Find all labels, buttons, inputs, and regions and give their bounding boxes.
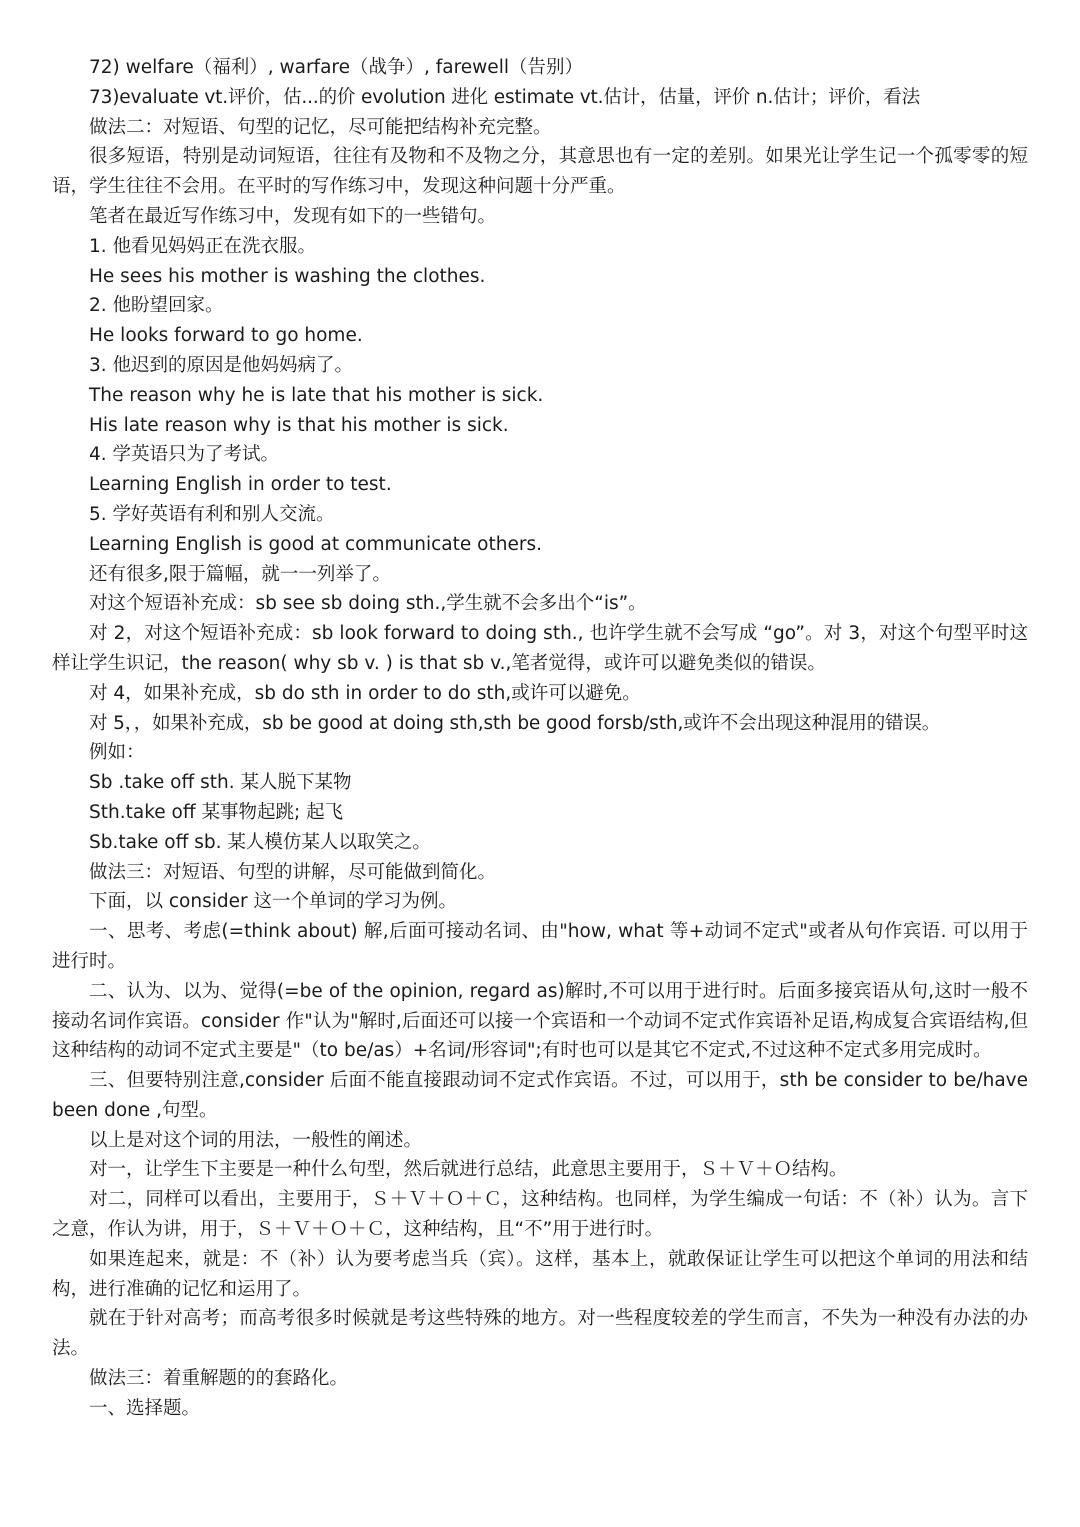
paragraph: 对 4，如果补充成，sb do sth in order to do sth,或许可以避免。 bbox=[89, 682, 641, 704]
example-chinese: 3. 他迟到的原因是他妈妈病了。 bbox=[89, 354, 354, 376]
phrase-example: Sth.take off 某事物起跳; 起飞 bbox=[89, 801, 344, 823]
example-chinese: 2. 他盼望回家。 bbox=[89, 295, 224, 317]
paragraph: 二、认为、以为、觉得(=be of the opinion, regard as)解时,不可以用于进行时。后面多接宾语从句,这时一般不接动名词作宾语。consider 作"认为"解时,后面还可以接一个宾语和一个动词不定式作宾语补足语,构成复合宾语结构,但这种结构的动词不定式主要是"（to be/as）+名词/形容词";有时也可以是其它不定式,不过这种不定式多用完成时。 bbox=[52, 980, 1028, 1062]
phrase-example: Sb .take off sth. 某人脱下某物 bbox=[89, 772, 352, 794]
paragraph: 以上是对这个词的用法，一般性的阐述。 bbox=[89, 1129, 423, 1151]
section-heading: 一、选择题。 bbox=[89, 1397, 201, 1419]
example-chinese: 4. 学英语只为了考试。 bbox=[89, 444, 280, 466]
section-heading: 做法三：对短语、句型的讲解，尽可能做到简化。 bbox=[89, 861, 497, 883]
example-chinese: 5. 学好英语有利和别人交流。 bbox=[89, 503, 335, 525]
example-english: He looks forward to go home. bbox=[89, 325, 363, 347]
example-english: Learning English is good at communicate others. bbox=[89, 533, 542, 555]
phrase-example: Sb.take off sb. 某人模仿某人以取笑之。 bbox=[89, 831, 431, 853]
example-english: The reason why he is late that his mother is sick. bbox=[89, 384, 544, 406]
paragraph: 例如： bbox=[89, 742, 145, 764]
paragraph: 如果连起来，就是：不（补）认为要考虑当兵（宾）。这样，基本上，就敢保证让学生可以把这个单词的用法和结构，进行准确的记忆和运用了。 bbox=[52, 1248, 1028, 1300]
paragraph: 对这个短语补充成：sb see sb doing sth.,学生就不会多出个“is”。 bbox=[89, 593, 647, 615]
example-chinese: 1. 他看见妈妈正在洗衣服。 bbox=[89, 235, 317, 257]
paragraph: 下面，以 consider 这一个单词的学习为例。 bbox=[89, 891, 457, 913]
paragraph: 很多短语，特别是动词短语，往往有及物和不及物之分，其意思也有一定的差别。如果光让学生记一个孤零零的短语，学生往往不会用。在平时的写作练习中，发现这种问题十分严重。 bbox=[52, 146, 1028, 198]
paragraph: 笔者在最近写作练习中，发现有如下的一些错句。 bbox=[89, 205, 497, 227]
paragraph: 还有很多,限于篇幅，就一一列举了。 bbox=[89, 563, 391, 585]
section-heading: 做法二：对短语、句型的记忆，尽可能把结构补充完整。 bbox=[89, 116, 552, 138]
paragraph: 对 5，，如果补充成，sb be good at doing sth,sth be good forsb/sth,或许不会出现这种混用的错误。 bbox=[89, 712, 941, 734]
paragraph: 就在于针对高考；而高考很多时候就是考这些特殊的地方。对一些程度较差的学生而言，不失为一种没有办法的办法。 bbox=[52, 1308, 1028, 1360]
text-line: 72) welfare（福利）, warfare（战争）, farewell（告别） bbox=[89, 57, 583, 78]
example-english: Learning English in order to test. bbox=[89, 474, 392, 496]
section-heading: 做法三：着重解题的的套路化。 bbox=[89, 1368, 349, 1390]
text-line: 73)evaluate vt.评价，估...的价 evolution 进化 estimate vt.估计，估量，评价 n.估计；评价，看法 bbox=[89, 86, 920, 108]
paragraph: 对二，同样可以看出，主要用于，Ｓ＋Ｖ＋Ｏ＋Ｃ，这种结构。也同样，为学生编成一句话：不（补）认为。言下之意，作认为讲，用于，Ｓ＋Ｖ＋Ｏ＋Ｃ，这种结构，且“不”用于进行时。 bbox=[52, 1189, 1028, 1241]
paragraph: 对 2，对这个短语补充成：sb look forward to doing sth., 也许学生就不会写成 “go”。对 3，对这个句型平时这样让学生识记，the reason( why sb v. ) is that sb v.,笔者觉得，或许可以避免类似的错误。 bbox=[52, 623, 1028, 674]
paragraph: 三、但要特别注意,consider 后面不能直接跟动词不定式作宾语。不过，可以用于，sth be consider to be/have been done ,句型。 bbox=[52, 1070, 1028, 1121]
example-english: His late reason why is that his mother is sick. bbox=[89, 414, 509, 436]
example-english: He sees his mother is washing the clothes. bbox=[89, 265, 486, 287]
paragraph: 对一，让学生下主要是一种什么句型，然后就进行总结，此意思主要用于，Ｓ＋Ｖ＋Ｏ结构。 bbox=[89, 1159, 848, 1181]
paragraph: 一、思考、考虑(=think about) 解,后面可接动名词、由"how, what 等+动词不定式"或者从句作宾语. 可以用于进行时。 bbox=[52, 921, 1028, 972]
